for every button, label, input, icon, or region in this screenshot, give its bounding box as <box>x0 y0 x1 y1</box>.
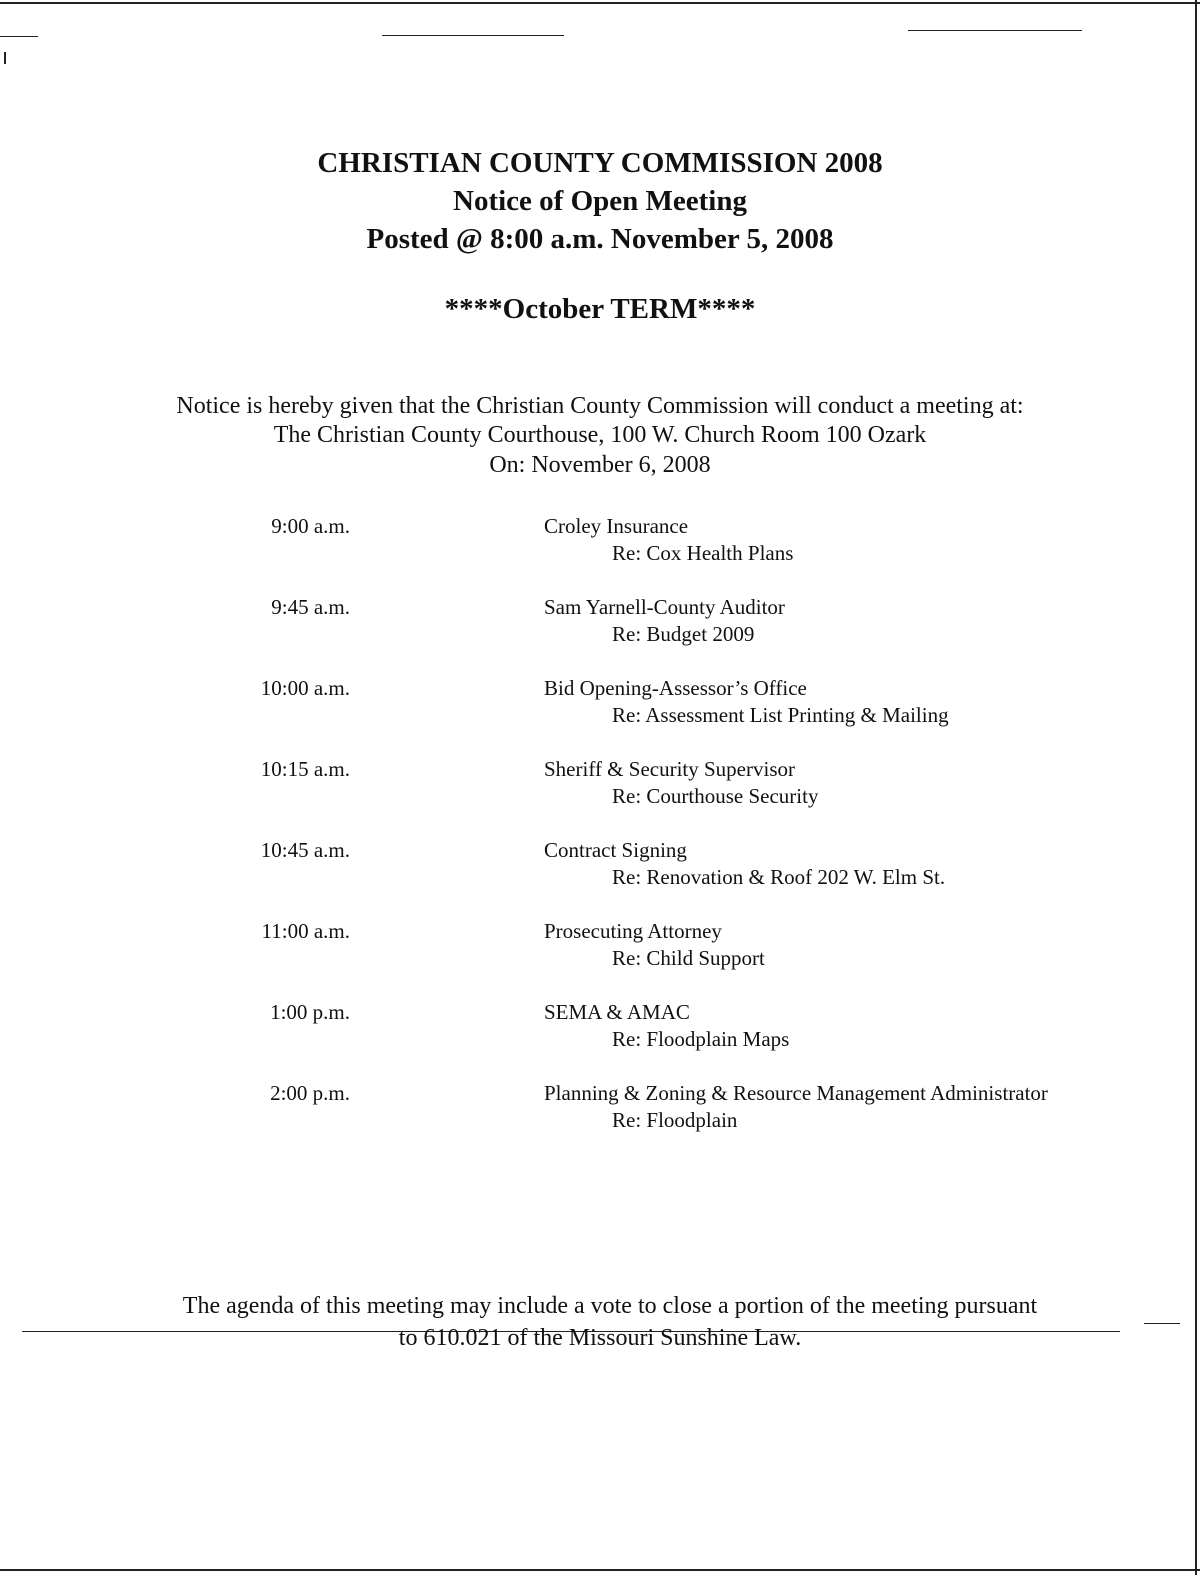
agenda-presenter: Planning & Zoning & Resource Management Administrator <box>544 1081 1048 1105</box>
scan-mark-top-left <box>0 36 38 37</box>
notice-location: The Christian County Courthouse, 100 W. Church Room 100 Ozark <box>273 422 927 448</box>
agenda-item <box>0 918 1200 999</box>
agenda-subject: Re: Floodplain <box>612 1108 738 1132</box>
agenda-time: 10:00 a.m. <box>260 676 350 700</box>
agenda-item <box>0 594 1200 675</box>
agenda-time: 2:00 p.m. <box>270 1081 350 1105</box>
footer-line-1: The agenda of this meeting may include a vote to close a portion of the meeting pursuant <box>182 1293 1038 1319</box>
agenda-presenter: Contract Signing <box>544 838 687 862</box>
agenda-time: 9:45 a.m. <box>271 595 350 619</box>
scan-border-bottom <box>0 1569 1200 1571</box>
agenda-subject: Re: Cox Health Plans <box>612 541 794 565</box>
agenda-time: 9:00 a.m. <box>271 514 350 538</box>
agenda-subject: Re: Courthouse Security <box>612 784 819 808</box>
agenda-item <box>0 513 1200 594</box>
agenda-list <box>0 513 1200 1161</box>
agenda-subject: Re: Renovation & Roof 202 W. Elm St. <box>612 865 946 889</box>
agenda-presenter: Sheriff & Security Supervisor <box>544 757 795 781</box>
agenda-subject: Re: Assessment List Printing & Mailing <box>612 703 949 727</box>
scan-mark-left <box>4 52 6 64</box>
agenda-presenter: Croley Insurance <box>544 514 689 538</box>
agenda-time: 11:00 a.m. <box>261 919 350 943</box>
term-heading: ****October TERM**** <box>444 293 756 325</box>
agenda-presenter: SEMA & AMAC <box>544 1000 690 1024</box>
agenda-time: 1:00 p.m. <box>270 1000 350 1024</box>
agenda-presenter: Prosecuting Attorney <box>544 919 722 943</box>
agenda-item <box>0 756 1200 837</box>
agenda-item <box>0 1080 1200 1161</box>
agenda-item <box>0 999 1200 1080</box>
agenda-item <box>0 675 1200 756</box>
notice-line-1: Notice is hereby given that the Christian County Commission will conduct a meeting at: <box>176 393 1024 419</box>
agenda-presenter: Sam Yarnell-County Auditor <box>544 595 785 619</box>
footer-line-2: to 610.021 of the Missouri Sunshine Law. <box>398 1325 802 1351</box>
agenda-item <box>0 837 1200 918</box>
agenda-subject: Re: Child Support <box>612 946 765 970</box>
scan-mark-top-center <box>382 35 564 36</box>
notice-date: On: November 6, 2008 <box>489 452 711 478</box>
agenda-presenter: Bid Opening-Assessor’s Office <box>544 676 807 700</box>
scan-border-top <box>0 2 1200 4</box>
page-subtitle: Notice of Open Meeting <box>453 185 747 217</box>
agenda-subject: Re: Floodplain Maps <box>612 1027 790 1051</box>
posted-date: Posted @ 8:00 a.m. November 5, 2008 <box>366 223 834 255</box>
page-title: CHRISTIAN COUNTY COMMISSION 2008 <box>317 147 883 179</box>
scan-mark-top-right <box>908 30 1082 31</box>
agenda-time: 10:15 a.m. <box>260 757 350 781</box>
agenda-time: 10:45 a.m. <box>260 838 350 862</box>
agenda-subject: Re: Budget 2009 <box>612 622 755 646</box>
